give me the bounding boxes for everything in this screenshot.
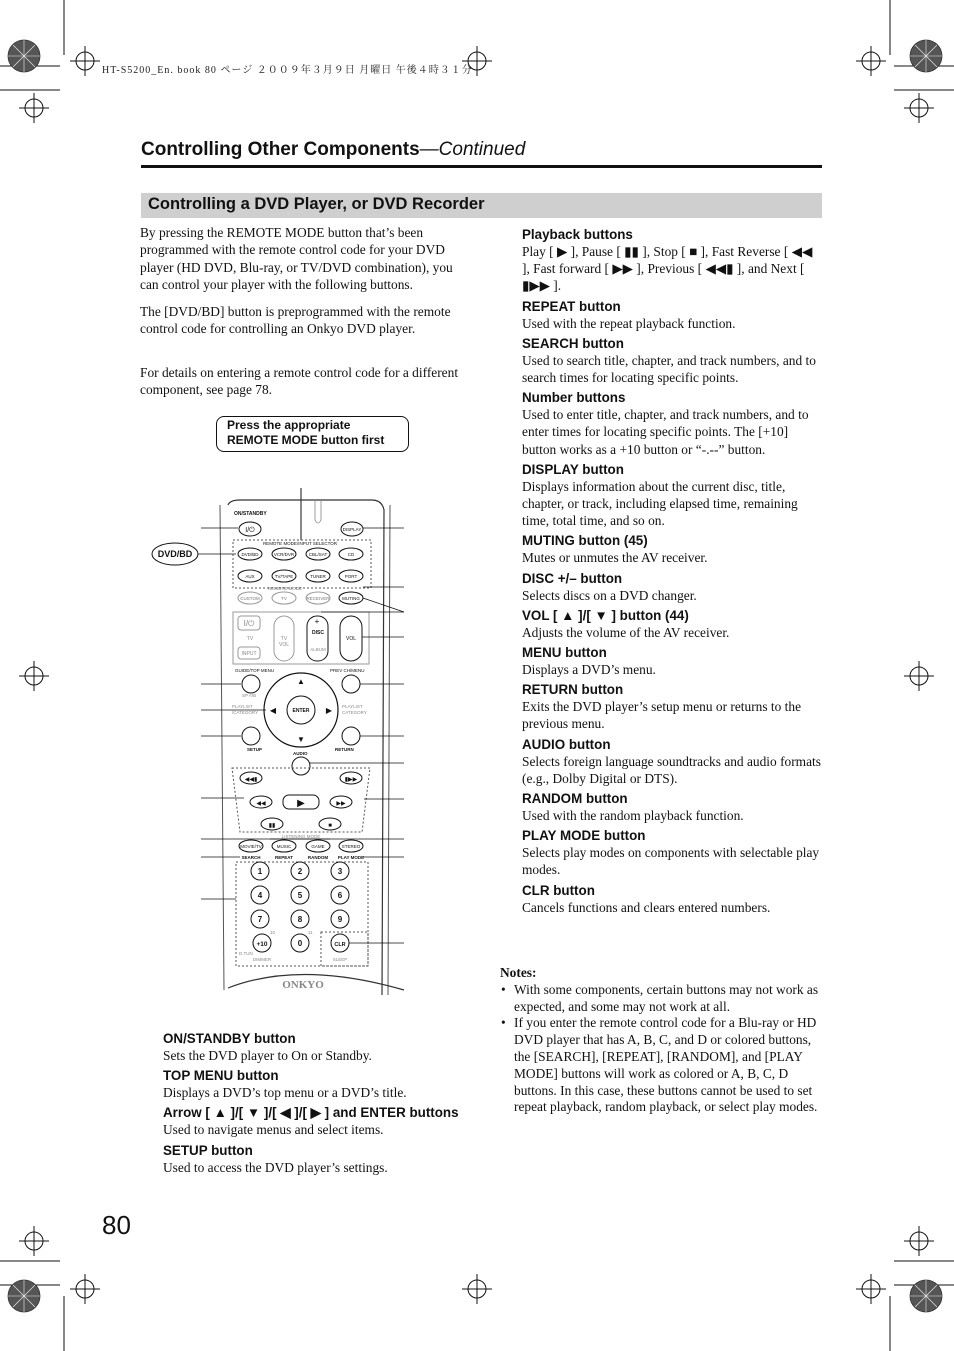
digit: 4: [257, 891, 263, 900]
entry-title: DISC +/– button: [522, 570, 623, 586]
entry-title: RANDOM button: [522, 791, 628, 807]
entry-title: VOL [ ▲ ]/[ ▼ ] button (44): [522, 607, 689, 623]
brand-logo: ONKYO: [282, 979, 324, 991]
remote-button-label: DVD/BD: [241, 552, 259, 557]
vol-label: VOL: [345, 636, 357, 642]
entry-text: Exits the DVD player’s setup menu or returns to the previous menu.: [522, 699, 802, 732]
intro-paragraph: The [DVD/BD] button is preprogrammed with the remote control code for controlling an Onkyo DVD player.: [140, 304, 451, 337]
ff-glyph: ▶▶: [336, 801, 346, 807]
right-button-descriptions: [522, 226, 822, 919]
return-label: RETURN: [335, 747, 354, 752]
digit-11-label: 11: [308, 930, 313, 935]
entry-arrow-enter: [163, 1104, 483, 1138]
playlist-right-label-2: CATEGORY: [342, 710, 367, 715]
remote-sub-label: REPEAT: [275, 855, 293, 860]
sleep-label: SLEEP: [332, 957, 348, 962]
prev-ch-menu-label: PREV CH/MENU: [330, 668, 365, 673]
entry-title: SETUP button: [163, 1142, 253, 1158]
remote-sub-label: SEARCH: [241, 855, 261, 860]
remote-button-label: PORT: [344, 574, 358, 579]
remote-button-label: CBL/SAT: [308, 552, 328, 557]
remote-button-label: CD: [347, 552, 355, 557]
digit: 6: [337, 891, 343, 900]
entry-display: [522, 461, 822, 530]
play-glyph: ▶: [297, 798, 305, 809]
entry-title: Arrow [ ▲ ]/[ ▼ ]/[ ◀ ]/[ ▶ ] and ENTER buttons: [163, 1105, 459, 1121]
remote-button-label: TUNER: [310, 574, 326, 579]
tv-vol-label-2: VOL: [278, 642, 290, 648]
tv-vol-label: TV: [280, 636, 288, 642]
callout-line: REMOTE MODE button first: [227, 433, 385, 447]
entry-text: Used with the random playback function.: [522, 808, 744, 824]
digit: CLR: [334, 942, 346, 948]
arrow-right: ▶: [325, 706, 333, 715]
entry-top-menu: [163, 1067, 483, 1101]
digit: +10: [256, 941, 268, 948]
entry-text: Selects play modes on components with selectable play modes.: [522, 845, 820, 878]
entry-text: Adjusts the volume of the AV receiver.: [522, 624, 730, 640]
intro-paragraph: By pressing the REMOTE MODE button that’s been programmed with the remote control code for your DVD player (HD DVD, Blu-ray, or TV/DVD combination), you can control your player with the following buttons.: [140, 225, 453, 293]
entry-text: Selects discs on a DVD changer.: [522, 587, 697, 603]
page-number: 80: [102, 1210, 131, 1240]
entry-text: Selects foreign language soundtracks and audio formats (e.g., Dolby Digital or DTS).: [522, 753, 821, 786]
digit: 0: [297, 939, 303, 948]
note-item: • With some components, certain buttons may not work as expected, and some may not work at all.: [500, 982, 822, 1016]
print-header-note: HT-S5200_En. book 80 ページ ２００９年３月９日 月曜日 午後４時３１分: [102, 65, 473, 76]
subheading-bar: [141, 193, 822, 218]
remote-mode-row-1: [238, 548, 363, 560]
remote-button-label: TV: [281, 596, 287, 601]
entry-title: RETURN button: [522, 682, 624, 698]
listening-mode-row: [239, 840, 363, 852]
dvdbd-badge-text: DVD/BD: [157, 549, 193, 559]
digit-10-label: 10: [270, 930, 276, 935]
entry-title: MUTING button (45): [522, 533, 648, 549]
notes-title: Notes:: [500, 965, 537, 980]
prev-glyph: ◀◀▮: [244, 777, 258, 783]
callout-line: Press the appropriate: [227, 418, 351, 432]
display-label: DISPLAY: [342, 527, 362, 532]
remote-button-label: TV/TAPE: [274, 574, 294, 579]
arrow-up: ▲: [297, 677, 305, 686]
entry-clr: [522, 882, 822, 916]
disc-plus: +: [314, 617, 320, 626]
tv-label: TV: [246, 636, 254, 642]
remote-button-label: AUX: [245, 574, 255, 579]
subheading: Controlling a DVD Player, or DVD Recorder: [148, 195, 485, 213]
entry-random: [522, 790, 822, 824]
number-pad: [251, 862, 349, 952]
sp-ab-label: SP A/B: [242, 693, 257, 698]
remote-mode-input-selector-label: REMOTE MODE/INPUT SELECTOR: [262, 541, 338, 546]
entry-title: PLAY MODE button: [522, 828, 646, 844]
notes: [500, 965, 822, 1116]
disc-label: DISC: [312, 630, 324, 636]
remote-button-label: MUSIC: [276, 844, 292, 849]
entry-search: [522, 335, 822, 386]
entry-title: Playback buttons: [522, 227, 633, 242]
entry-title: CLR button: [522, 882, 595, 898]
entry-text: Used with the repeat playback function.: [522, 315, 736, 331]
arrow-down: ▼: [297, 735, 305, 744]
remote-button-label: VCR/DVR: [273, 552, 295, 557]
entry-playback: [522, 226, 822, 295]
entry-text: Sets the DVD player to On or Standby.: [163, 1048, 372, 1063]
rew-glyph: ◀◀: [256, 801, 266, 807]
entry-text: Displays a DVD’s menu.: [522, 662, 656, 678]
section-title: [141, 139, 525, 161]
setup-label: SETUP: [247, 747, 263, 752]
digit: 1: [257, 867, 263, 876]
digit: 5: [297, 891, 303, 900]
entry-title: SEARCH button: [522, 335, 624, 351]
entry-muting: [522, 532, 822, 566]
remote-button-label: RECEIVER: [306, 596, 330, 601]
entry-on-standby: [163, 1030, 483, 1064]
listening-mode-label: LISTENING MODE: [281, 834, 321, 839]
playlist-right-label: PLAYLIST: [342, 704, 363, 709]
remote-mode-label: REMOTE MODE: [267, 586, 303, 591]
digit: 8: [297, 915, 303, 924]
entry-title: AUDIO button: [522, 736, 611, 752]
entry-title: DISPLAY button: [522, 461, 624, 477]
input-label: INPUT: [241, 651, 257, 657]
note-item: • If you enter the remote control code for a Blu-ray or HD DVD player that has A, B, C, and D or colored buttons, the [SEARCH], [REPEAT], [RANDOM], and [PLAY MODE] buttons will work as colored or A, B, C, D buttons. In this case, these buttons cannot be used to set repeat playback, random playback, or select play modes.: [500, 1015, 822, 1116]
digit: 3: [337, 867, 343, 876]
entry-text: Used to navigate menus and select items.: [163, 1122, 384, 1138]
callout-box: [216, 416, 409, 452]
entry-setup: [163, 1142, 483, 1176]
entry-number: [522, 389, 822, 458]
remote-button-label: MOVIE/TV: [240, 844, 262, 849]
playlist-left-label-2: /CATEGORY: [232, 710, 259, 715]
remote-sub-label: RANDOM: [307, 855, 329, 860]
entry-text: Displays information about the current disc, title, chapter, or track, including elapsed time, remaining time, total time, and so on.: [522, 478, 798, 529]
digit: 7: [257, 915, 263, 924]
playlist-left-label: PLAYLIST: [232, 704, 253, 709]
digit: 2: [297, 867, 303, 876]
dimmer-label: DIMMER: [252, 957, 272, 962]
entry-text: Used to access the DVD player’s settings.: [163, 1159, 388, 1175]
remote-button-label: STEREO: [341, 844, 361, 849]
remote-sub-label: PLAY MODE: [337, 855, 365, 860]
entry-text: Used to search title, chapter, and track numbers, and to search times for locating specific points.: [522, 352, 816, 386]
section-title-suffix: —Continued: [419, 139, 526, 160]
entry-play-mode: [522, 827, 822, 878]
entry-title: Number buttons: [522, 390, 626, 406]
arrow-left: ◀: [269, 706, 277, 715]
entry-return: [522, 681, 822, 732]
album-label: ALBUM: [310, 647, 326, 652]
entry-title: MENU button: [522, 645, 607, 661]
entry-text: Play [ ▶ ], Pause [ ▮▮ ], Stop [ ■ ], Fast Reverse [ ◀◀ ], Fast forward [ ▶▶ ], Previous [ ◀◀▮ ], and Next [ ▮▶▶ ].: [522, 244, 813, 294]
entry-text: Mutes or unmutes the AV receiver.: [522, 550, 708, 566]
remote-button-label: MUTING: [342, 596, 360, 601]
tv-power-glyph: I/⏻: [243, 619, 255, 628]
remote-mode-row-2: [238, 570, 363, 582]
remote-button-label: CUSTOM: [240, 596, 260, 601]
d-tun-label: D.TUN: [239, 951, 253, 956]
entry-title: REPEAT button: [522, 298, 621, 314]
entry-audio: [522, 736, 822, 787]
audio-label: AUDIO: [293, 751, 308, 756]
entry-text: Used to enter title, chapter, and track numbers, and to enter times for locating specific points. The [+10] button works as a +10 button or “-.--” button.: [522, 407, 809, 457]
stop-glyph: ■: [328, 823, 332, 829]
notes-list: [500, 982, 822, 1116]
entry-disc: [522, 570, 822, 604]
remote-button-label: GAME: [311, 844, 325, 849]
pause-glyph: ▮▮: [268, 823, 276, 829]
listening-mode-sub-row: [241, 855, 364, 860]
next-glyph: ▮▶▶: [344, 777, 358, 783]
entry-text: Cancels functions and clears entered numbers.: [522, 899, 771, 915]
intro-paragraph: For details on entering a remote control code for a different component, see page 78.: [140, 365, 459, 398]
remote-mode-row-3: [238, 592, 363, 604]
entry-menu: [522, 644, 822, 678]
entry-title: ON/STANDBY button: [163, 1031, 296, 1046]
guide-top-menu-label: GUIDE/TOP MENU: [235, 668, 275, 673]
remote-control-illustration: [140, 488, 410, 1003]
on-standby-label: ON/STANDBY: [234, 511, 267, 517]
enter-label: ENTER: [292, 708, 310, 714]
entry-vol: [522, 607, 822, 641]
entry-text: Displays a DVD’s top menu or a DVD’s title.: [163, 1085, 407, 1101]
section-title-main: Controlling Other Components: [141, 139, 420, 160]
entry-repeat: [522, 298, 822, 332]
lower-button-descriptions: [163, 1030, 483, 1179]
digit: 9: [337, 915, 343, 924]
power-glyph: I/⏻: [245, 527, 255, 534]
entry-title: TOP MENU button: [163, 1068, 279, 1084]
title-rule: [141, 165, 822, 168]
